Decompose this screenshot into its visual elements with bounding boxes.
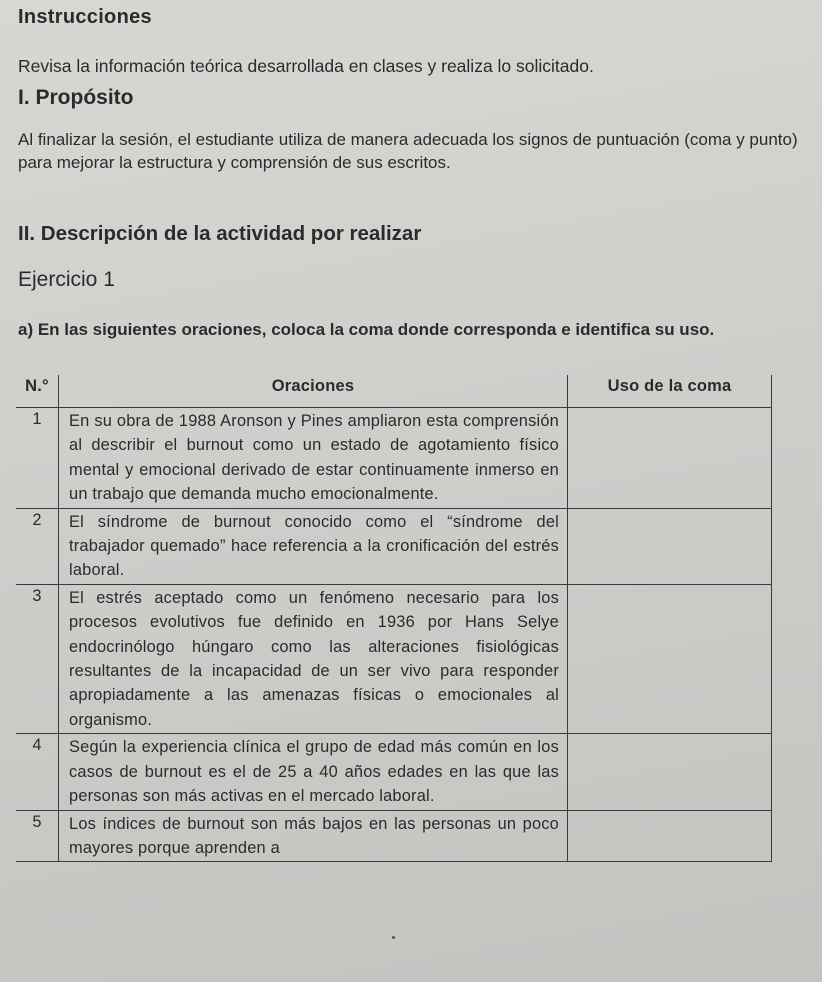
instructions-text: Revisa la información teórica desarrollada en clases y realiza lo solicitado. — [18, 56, 594, 76]
row-comma-use-cell[interactable] — [568, 408, 772, 509]
row-number: 2 — [16, 508, 59, 584]
row-sentence: Según la experiencia clínica el grupo de edad más común en los casos de burnout es el de 25 a 40 años edades en las que las personas son más activas en el mercado laboral. — [59, 734, 568, 810]
row-sentence: En su obra de 1988 Aronson y Pines ampliaron esta comprensión al describir el burnout como un estado de agotamiento físico mental y emocional derivado de estar continuamente inmerso en un trabajo que demanda mucho emocionalmente. — [59, 408, 568, 509]
table-row — [16, 508, 772, 584]
paper-speck — [392, 936, 395, 939]
section-activity-heading: II. Descripción de la actividad por realizar — [18, 222, 422, 245]
exercise-task: a) En las siguientes oraciones, coloca la coma donde corresponda e identifica su uso. — [18, 320, 715, 339]
section-purpose-heading: I. Propósito — [18, 86, 134, 109]
row-comma-use-cell[interactable] — [568, 810, 772, 862]
header-sentences: Oraciones — [59, 375, 568, 408]
table-row — [16, 584, 772, 733]
section-purpose-text: Al finalizar la sesión, el estudiante utiliza de manera adecuada los signos de puntuación (coma y punto) para mejorar la estructura y comprensión de sus escritos. — [18, 130, 798, 172]
row-number: 1 — [16, 408, 59, 509]
table-header-row — [16, 375, 772, 408]
row-comma-use-cell[interactable] — [568, 508, 772, 584]
table-row — [16, 810, 772, 862]
row-number: 4 — [16, 734, 59, 810]
header-comma-use: Uso de la coma — [568, 375, 772, 408]
table-row — [16, 734, 772, 810]
exercise-heading: Ejercicio 1 — [18, 268, 115, 291]
row-number: 3 — [16, 584, 59, 733]
row-sentence: Los índices de burnout son más bajos en las personas un poco mayores porque aprenden a — [59, 810, 568, 862]
header-number: N.° — [16, 375, 59, 408]
row-sentence: El estrés aceptado como un fenómeno necesario para los procesos evolutivos fue definido en 1936 por Hans Selye endocrinólogo húngaro como las alteraciones fisiológicas resultantes de la incapacidad de un ser vivo para responder apropiadamente a las amenazas físicas o emocionales al organismo. — [59, 584, 568, 733]
table-row — [16, 408, 772, 509]
row-comma-use-cell[interactable] — [568, 734, 772, 810]
instructions-heading: Instrucciones — [18, 6, 152, 28]
row-number: 5 — [16, 810, 59, 862]
row-sentence: El síndrome de burnout conocido como el “síndrome del trabajador quemado” hace referencia a la cronificación del estrés laboral. — [59, 508, 568, 584]
sentences-table — [16, 375, 772, 862]
row-comma-use-cell[interactable] — [568, 584, 772, 733]
